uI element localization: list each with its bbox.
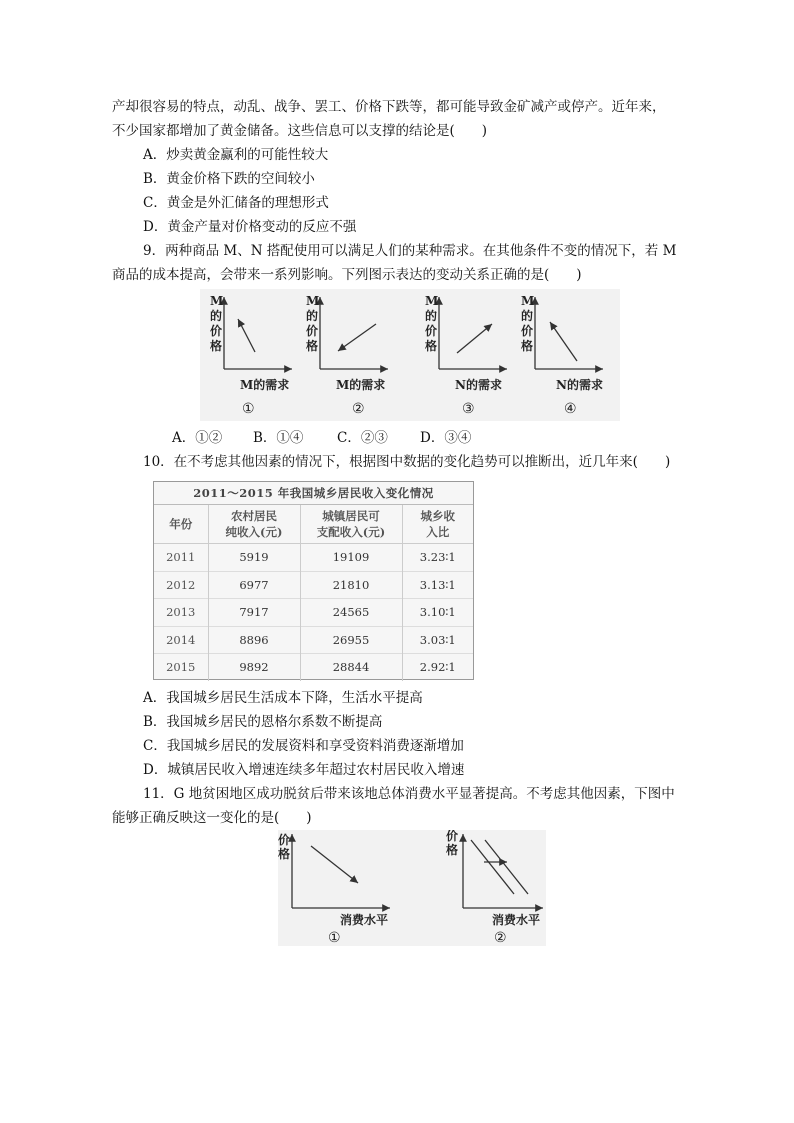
q9-graph-4 [521,294,603,417]
q10-stem: 10．在不考虑其他因素的情况下，根据图中数据的变化趋势可以推断出，近几年来( ) [143,454,671,470]
income-table-title: 2011～2015 年我国城乡居民收入变化情况 [154,482,473,505]
q9-graph-3-number: ③ [462,401,475,417]
q11-figure [278,830,546,946]
intro-option-d: D．黄金产量对价格变动的反应不强 [143,219,357,235]
table-row: 2013 7917 24565 3.10∶1 [154,599,473,627]
q9-answer-b: B．①④ [253,430,304,446]
table-row: 2014 8896 26955 3.03∶1 [154,626,473,654]
intro-option-c: C．黄金是外汇储备的理想形式 [143,195,329,211]
q11-stem-line-1: 11．G 地贫困地区成功脱贫后带来该地总体消费水平显著提高。不考虑其他因素，下图中 [143,786,675,802]
q9-graph-2 [306,294,388,417]
svg-text:格: 格 [521,339,534,353]
q9-graph-1-number: ① [242,401,255,417]
q9-graph-2-number: ② [352,401,365,417]
q11-stem-line-2: 能够正确反映这一变化的是( ) [112,810,312,826]
svg-text:格: 格 [278,847,291,861]
col-header-year: 年份 [154,505,208,544]
svg-text:的: 的 [521,309,534,323]
q9-graph-3 [425,294,507,417]
col-header-rural: 农村居民 纯收入(元) [208,505,300,544]
svg-text:M: M [306,294,320,308]
q11-graph-1-xlabel: 消费水平 [340,913,389,927]
q9-answer-a: A．①② [172,430,223,446]
table-row: 2011 5919 19109 3.23∶1 [154,544,473,572]
q9-graph-1-xlabel: M的需求 [240,378,290,392]
q9-graph-1-ylabel-3: 价 [210,324,223,338]
svg-text:M: M [425,294,439,308]
svg-text:价: 价 [425,324,438,338]
svg-text:格: 格 [425,339,438,353]
svg-text:M: M [521,294,535,308]
q9-stem-line-1: 9．两种商品 M、N 搭配使用可以满足人们的某种需求。在其他条件不变的情况下，若 M [143,243,677,259]
q9-graph-1 [210,294,292,417]
q11-graph-2-number: ② [494,930,507,946]
svg-text:价: 价 [278,833,291,847]
q9-graph-2-xlabel: M的需求 [336,378,386,392]
q10-option-a: A．我国城乡居民生活成本下降，生活水平提高 [143,690,423,706]
table-row: 2015 9892 28844 2.92∶1 [154,654,473,681]
col-header-urban: 城镇居民可 支配收入(元) [300,505,402,544]
q11-graph-1 [278,832,390,946]
svg-text:价: 价 [446,830,459,843]
intro-line-1: 产却很容易的特点，动乱、战争、罢工、价格下跌等，都可能导致金矿减产或停产。近年来， [112,99,666,115]
svg-text:格: 格 [446,843,459,857]
intro-line-2: 不少国家都增加了黄金储备。这些信息可以支撑的结论是( ) [112,123,488,139]
q9-graph-1-ylabel-4: 格 [210,339,223,353]
q9-answer-c: C．②③ [337,430,388,446]
svg-text:的: 的 [306,309,319,323]
q11-graph-2-xlabel: 消费水平 [492,913,541,927]
q11-graph-1-number: ① [328,930,341,946]
q9-graph-4-xlabel: N的需求 [556,378,603,392]
q9-figure [200,289,620,421]
q10-option-c: C．我国城乡居民的发展资料和享受资料消费逐渐增加 [143,738,464,754]
q11-graph-2 [446,830,543,946]
col-header-ratio: 城乡收 入比 [402,505,473,544]
q9-stem-line-2: 商品的成本提高，会带来一系列影响。下列图示表达的变动关系正确的是( ) [112,267,582,283]
income-table [153,481,474,680]
q9-graph-1-ylabel-1: M [210,294,224,308]
svg-text:格: 格 [306,339,319,353]
intro-option-b: B．黄金价格下跌的空间较小 [143,171,315,187]
svg-text:的: 的 [425,309,438,323]
q9-answer-d: D．③④ [420,430,472,446]
svg-text:价: 价 [306,324,319,338]
q9-graph-3-xlabel: N的需求 [455,378,502,392]
q9-graph-1-ylabel-2: 的 [210,309,223,323]
intro-option-a: A．炒卖黄金赢利的可能性较大 [143,147,329,163]
q9-graph-4-number: ④ [564,401,577,417]
table-row: 2012 6977 21810 3.13∶1 [154,571,473,599]
svg-text:价: 价 [521,324,534,338]
q10-option-d: D．城镇居民收入增速连续多年超过农村居民收入增速 [143,762,465,778]
q10-option-b: B．我国城乡居民的恩格尔系数不断提高 [143,714,383,730]
